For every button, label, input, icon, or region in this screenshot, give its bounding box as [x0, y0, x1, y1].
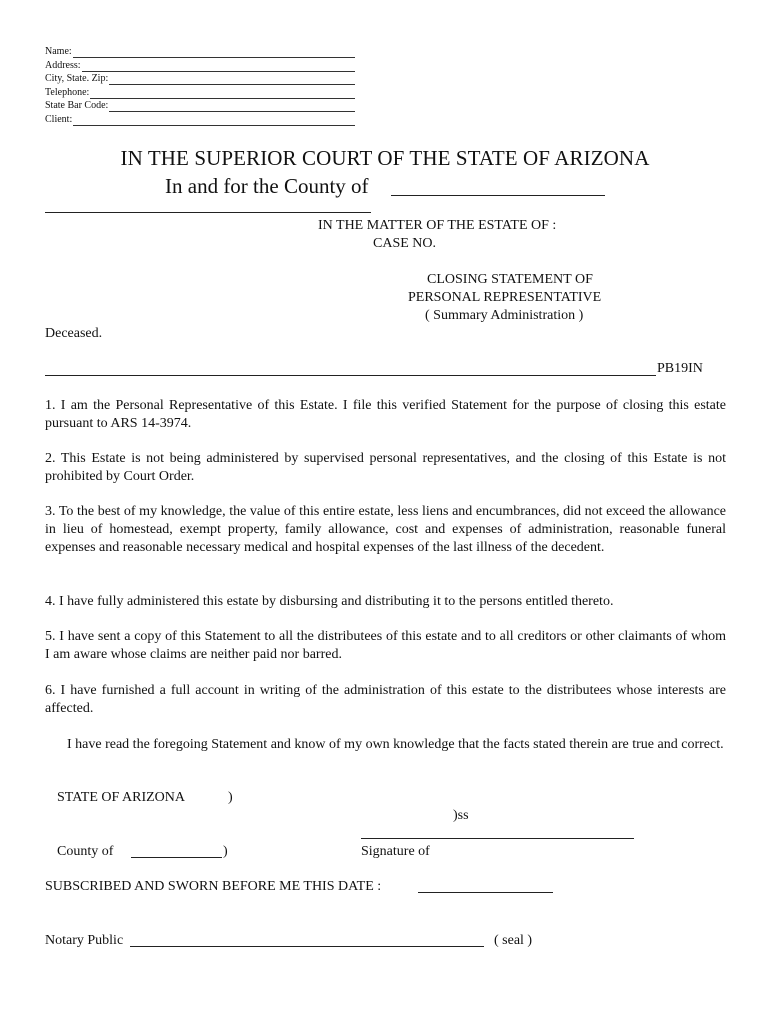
caption-divider-line — [45, 375, 656, 376]
client-field[interactable] — [45, 114, 355, 127]
county-label: County of — [57, 844, 114, 859]
telephone-field[interactable] — [45, 87, 355, 100]
county-heading-blank[interactable] — [391, 195, 605, 196]
name-label: Name: — [45, 46, 72, 57]
matter-label: IN THE MATTER OF THE ESTATE OF : — [318, 218, 557, 233]
form-code: PB19IN — [657, 361, 703, 376]
notary-signature-line[interactable] — [130, 946, 484, 947]
paragraph-1: 1. I am the Personal Representative of this Estate. I file this verified Statement for the purpose of closing this estate pursuant to ARS 14-3974. — [45, 398, 726, 431]
telephone-line — [45, 98, 355, 99]
county-blank-line[interactable] — [131, 857, 222, 858]
city-state-zip-label: City, State. Zip: — [45, 73, 109, 84]
deceased-label: Deceased. — [45, 326, 103, 341]
name-field[interactable] — [45, 46, 355, 59]
paragraph-2: 2. This Estate is not being administered by supervised personal representatives, and the closing of this Estate is not prohibited by Court Order. — [45, 451, 726, 484]
doc-title-line-2: PERSONAL REPRESENTATIVE — [408, 290, 602, 305]
state-bar-code-label: State Bar Code: — [45, 100, 109, 111]
signature-line[interactable] — [361, 838, 634, 839]
state-of-arizona-label: STATE OF ARIZONA — [57, 790, 185, 805]
state-bar-code-field[interactable] — [45, 100, 355, 113]
estate-name-line[interactable] — [45, 212, 371, 213]
name-line — [45, 57, 355, 58]
county-heading-text: In and for the County of — [165, 174, 369, 198]
doc-title-line-1: CLOSING STATEMENT OF — [427, 272, 593, 287]
verification-paragraph: I have read the foregoing Statement and know of my own knowledge that the facts stated therein are true and correct. — [67, 737, 724, 752]
doc-title-line-3: ( Summary Administration ) — [425, 308, 584, 323]
county-paren: ) — [223, 844, 228, 859]
client-label: Client: — [45, 114, 73, 125]
city-state-zip-field[interactable] — [45, 73, 355, 86]
sworn-date-line[interactable] — [418, 892, 553, 893]
client-line — [45, 125, 355, 126]
notary-public-label: Notary Public — [45, 933, 124, 948]
seal-label: ( seal ) — [494, 933, 533, 948]
paragraph-6: 6. I have furnished a full account in writing of the administration of this estate to the distributees whose interests are affected. — [45, 683, 726, 716]
telephone-label: Telephone: — [45, 87, 90, 98]
state-paren: ) — [228, 790, 233, 805]
paragraph-3: 3. To the best of my knowledge, the value of this entire estate, less liens and encumbrances, did not exceed the allowance in lieu of homestead, exempt property, family allowance, cost and expenses of administration, reasonable funeral expenses and reasonable necessary medical and hospital expenses of the last illness of the decedent. — [45, 504, 726, 555]
signature-label: Signature of — [361, 844, 430, 859]
court-title: IN THE SUPERIOR COURT OF THE STATE OF ARIZONA — [120, 146, 650, 170]
address-line — [45, 71, 355, 72]
case-no-label: CASE NO. — [373, 236, 437, 251]
county-heading — [165, 174, 369, 199]
address-label: Address: — [45, 60, 81, 71]
address-field[interactable] — [45, 60, 355, 73]
paragraph-4: 4. I have fully administered this estate by disbursing and distributing it to the persons entitled thereto. — [45, 594, 614, 609]
ss-label: )ss — [453, 808, 469, 823]
subscribed-sworn-label: SUBSCRIBED AND SWORN BEFORE ME THIS DATE : — [45, 879, 382, 894]
paragraph-5: 5. I have sent a copy of this Statement to all the distributees of this estate and to all creditors or other claimants of whom I am aware whose claims are neither paid nor barred. — [45, 629, 726, 662]
